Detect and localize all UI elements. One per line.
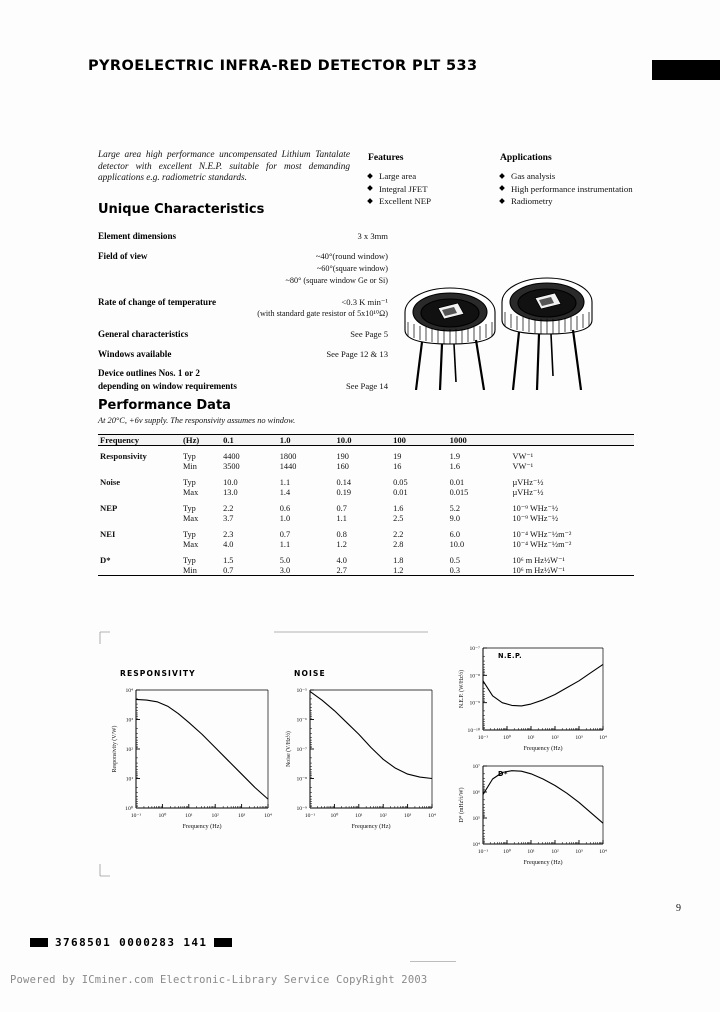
row-unit: 10⁻⁹ WHz⁻½ — [512, 504, 559, 513]
y-tick-label: 10⁻⁶ — [296, 717, 307, 724]
applications-list — [500, 171, 640, 207]
row-unit: VW⁻¹ — [512, 462, 534, 471]
cell-value: 2.2 — [223, 503, 234, 513]
x-tick-label: 10⁴ — [599, 735, 607, 741]
row-parameter: Responsivity — [100, 451, 147, 461]
x-tick-label: 10⁴ — [599, 849, 607, 855]
cell-value: 19 — [393, 451, 402, 461]
cell-value: 1.6 — [449, 461, 460, 471]
x-tick-label: 10¹ — [527, 735, 535, 741]
data-curve — [483, 771, 603, 824]
x-tick-label: 10⁴ — [428, 813, 436, 819]
characteristic-value: See Page 12 & 13 — [326, 348, 388, 359]
row-unit: 10⁶ m Hz½W⁻¹ — [512, 556, 565, 565]
manufacturer-logo — [652, 60, 720, 80]
x-tick-label: 10⁻¹ — [477, 735, 489, 741]
row-parameter: D* — [100, 555, 111, 565]
list-item — [500, 184, 640, 195]
row-typminmax: Typ — [183, 451, 196, 461]
x-tick-label: 10² — [551, 849, 559, 855]
feature-label: Excellent NEP — [379, 196, 432, 206]
y-tick-label: 10⁴ — [472, 842, 480, 848]
cell-value: 2.2 — [393, 529, 404, 539]
application-label: Radiometry — [511, 196, 553, 206]
application-label: Gas analysis — [511, 171, 556, 181]
y-tick-label: 10⁵ — [472, 816, 480, 822]
y-tick-label: 10⁻⁷ — [296, 747, 307, 753]
characteristic-extra: (with standard gate resistor of 5x10¹⁰Ω) — [257, 309, 388, 319]
y-tick-label: 10⁶ — [472, 790, 480, 796]
x-tick-label: 10¹ — [185, 813, 193, 819]
x-tick-label: 10³ — [575, 735, 583, 741]
cell-value: 1.2 — [393, 565, 450, 576]
x-axis-label: Frequency (Hz) — [182, 823, 222, 830]
row-typminmax: Typ — [183, 529, 196, 539]
performance-table — [98, 434, 634, 576]
x-tick-label: 10⁴ — [264, 813, 272, 819]
cell-value: 3500 — [223, 461, 240, 471]
unique-characteristics-section — [98, 202, 388, 395]
barcode-block-icon — [214, 938, 232, 947]
cell-value: 0.3 — [450, 565, 507, 576]
detector-package-illustration — [392, 272, 602, 390]
cell-value: 1.9 — [449, 451, 460, 461]
intro-paragraph: Large area high performance uncompensated Lithium Tantalate detector with excellent N.E.P. suitable for most demanding applications e.g. radiometric standards. — [98, 150, 350, 184]
row-unit: 10⁻⁴ WHz⁻½m⁻² — [512, 530, 572, 539]
diamond-bullet-icon — [367, 173, 373, 179]
chart-2 — [285, 669, 436, 830]
cell-value: 1440 — [279, 461, 297, 471]
cell-value: 9.0 — [449, 513, 460, 523]
unique-characteristics-rows — [98, 230, 388, 392]
cell-value: 3.0 — [280, 565, 337, 576]
cell-value: 2.5 — [393, 513, 404, 523]
data-curve — [483, 664, 603, 706]
data-curve — [310, 691, 432, 778]
characteristic-row — [98, 367, 388, 379]
column-header-f1: 0.1 — [223, 435, 280, 446]
cell-value: 1.1 — [279, 539, 291, 549]
unique-characteristics-heading: Unique Characteristics — [98, 202, 265, 217]
application-label: High performance instrumentation — [511, 183, 633, 194]
characteristic-row — [98, 380, 388, 392]
features-section — [368, 152, 486, 209]
characteristic-label: Field of view — [98, 251, 148, 262]
feature-label: Large area — [379, 171, 417, 181]
list-item — [500, 196, 640, 207]
x-tick-label: 10⁰ — [330, 813, 339, 819]
characteristic-row — [98, 230, 388, 242]
cell-value: 1800 — [279, 451, 297, 461]
chart-4 — [458, 764, 607, 866]
y-tick-label: 10⁻⁹ — [296, 806, 307, 812]
cell-value: 4.0 — [223, 539, 234, 549]
cell-value: 1.6 — [393, 503, 404, 513]
cell-value: 1.5 — [223, 555, 234, 565]
x-tick-label: 10⁰ — [503, 735, 511, 741]
characteristic-value: See Page 14 — [345, 380, 388, 391]
y-axis-label: D* (mHz½/W) — [459, 787, 465, 823]
chart-title: RESPONSIVITY — [120, 669, 196, 678]
characteristic-label: Windows available — [98, 348, 172, 359]
characteristic-label: General characteristics — [98, 329, 189, 340]
column-header-f2: 1.0 — [280, 435, 337, 446]
column-header-units — [506, 435, 634, 446]
applications-section — [500, 152, 640, 209]
barcode — [30, 936, 232, 949]
row-unit: µVHz⁻½ — [512, 488, 544, 497]
y-tick-label: 10⁰ — [125, 806, 133, 812]
row-typminmax: Min — [183, 461, 197, 471]
y-tick-label: 10⁻⁸ — [469, 673, 480, 680]
table-row — [98, 539, 634, 550]
column-header-f4: 100 — [393, 435, 450, 446]
table-row — [98, 446, 634, 462]
table-row — [98, 461, 634, 472]
features-heading: Features — [368, 152, 404, 163]
cell-value: 16 — [393, 461, 402, 471]
applications-heading: Applications — [500, 152, 552, 163]
footer-divider — [410, 961, 456, 962]
performance-charts — [98, 628, 634, 878]
x-tick-label: 10² — [211, 813, 219, 819]
column-header-f3: 10.0 — [336, 435, 393, 446]
cell-value: 4400 — [223, 451, 240, 461]
diamond-bullet-icon — [499, 173, 505, 179]
table-row — [98, 487, 634, 498]
characteristic-label: Element dimensions — [98, 231, 177, 241]
row-typminmax: Typ — [183, 503, 196, 513]
x-axis-label: Frequency (Hz) — [523, 859, 563, 866]
cell-value: 1.4 — [279, 487, 291, 497]
characteristic-label: Rate of change of temperature — [98, 296, 217, 307]
list-item — [368, 184, 486, 195]
y-tick-label: 10⁻⁹ — [469, 700, 480, 707]
data-curve — [136, 699, 268, 799]
x-tick-label: 10³ — [403, 813, 412, 819]
barcode-text: 3768501 0000283 141 — [55, 936, 208, 949]
row-parameter: Noise — [100, 477, 121, 487]
list-item — [500, 171, 640, 182]
table-header-row — [98, 435, 634, 446]
cell-value: 190 — [336, 451, 349, 461]
cell-value: 2.8 — [393, 539, 404, 549]
characteristic-value: See Page 5 — [350, 329, 388, 340]
performance-data-subtitle: At 20°C, +6v supply. The responsivity assumes no window. — [98, 416, 296, 425]
y-tick-label: 10¹ — [125, 776, 133, 783]
cell-value: 1.1 — [336, 513, 347, 523]
cell-value: 10.0 — [449, 539, 465, 549]
characteristic-extra: ~80° (square window Ge or Si) — [285, 276, 388, 286]
cell-value: 1.2 — [336, 539, 347, 549]
performance-data-section — [98, 398, 634, 576]
row-unit: µVHz⁻½ — [512, 478, 544, 487]
detector-photos — [392, 272, 602, 390]
performance-data-heading: Performance Data — [98, 398, 231, 413]
cell-value: 0.14 — [336, 477, 352, 487]
cell-value: 0.05 — [393, 477, 408, 487]
list-item — [368, 171, 486, 182]
cell-value: 10.0 — [223, 477, 238, 487]
characteristic-row — [98, 348, 388, 360]
cell-value: 0.015 — [449, 487, 469, 497]
page-title: PYROELECTRIC INFRA-RED DETECTOR PLT 533 — [88, 58, 478, 74]
table-row — [98, 472, 634, 487]
cell-value: 0.7 — [223, 565, 280, 576]
row-unit: 10⁻⁴ WHz⁻½m⁻² — [512, 540, 572, 549]
cell-value: 0.7 — [336, 503, 347, 513]
row-parameter — [98, 539, 183, 550]
table-row — [98, 565, 634, 576]
x-axis-label: Frequency (Hz) — [523, 745, 563, 752]
x-tick-label: 10² — [551, 735, 559, 741]
chart-1 — [111, 669, 272, 830]
row-typminmax: Max — [183, 487, 199, 497]
table-row — [98, 524, 634, 539]
row-parameter: NEI — [100, 529, 116, 539]
charts-section — [98, 628, 634, 878]
x-tick-label: 10⁰ — [503, 849, 511, 855]
x-tick-label: 10¹ — [527, 849, 535, 855]
cell-value: 0.6 — [279, 503, 291, 513]
characteristic-row — [98, 328, 388, 340]
characteristic-label: depending on window requirements — [98, 380, 237, 391]
characteristic-row — [98, 296, 388, 321]
row-unit: 10⁻⁹ WHz⁻½ — [512, 514, 559, 523]
barcode-block-icon — [30, 938, 48, 947]
column-header-f5: 1000 — [450, 435, 507, 446]
y-tick-label: 10⁻¹⁰ — [467, 728, 480, 734]
x-axis-label: Frequency (Hz) — [351, 823, 391, 830]
x-tick-label: 10⁰ — [158, 813, 167, 819]
x-tick-label: 10¹ — [355, 813, 363, 819]
cell-value: 2.7 — [336, 565, 393, 576]
cell-value: 1.8 — [393, 555, 404, 565]
cell-value: 0.5 — [449, 555, 460, 565]
x-tick-label: 10³ — [575, 849, 583, 855]
y-tick-label: 10⁷ — [472, 764, 480, 770]
cell-value: 0.7 — [279, 529, 291, 539]
row-unit: 10⁶ m Hz½W⁻¹ — [506, 565, 634, 576]
x-tick-label: 10³ — [237, 813, 246, 819]
row-typminmax: Max — [183, 513, 199, 523]
row-unit: VW⁻¹ — [512, 452, 534, 461]
y-tick-label: 10⁻⁵ — [296, 688, 307, 694]
row-parameter: NEP — [100, 503, 118, 513]
y-tick-label: 10⁴ — [125, 688, 133, 694]
page-number: 9 — [676, 903, 681, 914]
row-parameter — [98, 461, 183, 472]
row-typminmax: Typ — [183, 555, 196, 565]
x-tick-label: 10⁻¹ — [304, 813, 316, 819]
table-row — [98, 513, 634, 524]
row-parameter — [98, 513, 183, 524]
cell-value: 0.8 — [336, 529, 347, 539]
chart-title: D* — [498, 770, 508, 778]
characteristic-value: ~40°(round window) — [315, 251, 388, 262]
y-tick-label: 10² — [125, 747, 133, 753]
table-row — [98, 498, 634, 513]
characteristic-label: Device outlines Nos. 1 or 2 — [98, 368, 200, 379]
y-axis-label: N.E.P. (W/Hz½) — [459, 669, 465, 709]
cell-value: 4.0 — [336, 555, 347, 565]
row-typminmax: Min — [183, 565, 223, 576]
table-row — [98, 550, 634, 565]
cell-value: 6.0 — [449, 529, 460, 539]
characteristic-value: <0.3 K min⁻¹ — [341, 296, 388, 307]
cell-value: 1.0 — [279, 513, 291, 523]
characteristic-value: 3 x 3mm — [357, 231, 388, 241]
y-axis-label: Noise (V/Hz½) — [286, 731, 292, 767]
cell-value: 160 — [336, 461, 349, 471]
row-parameter — [98, 487, 183, 498]
chart-title: NOISE — [294, 669, 326, 678]
row-parameter — [98, 565, 183, 576]
column-header-frequency: Frequency — [98, 435, 183, 446]
chart-3 — [458, 646, 607, 752]
cell-value: 13.0 — [223, 487, 238, 497]
y-tick-label: 10⁻⁷ — [469, 646, 480, 652]
diamond-bullet-icon — [499, 198, 505, 204]
chart-title: N.E.P. — [498, 652, 523, 660]
characteristic-row — [98, 250, 388, 287]
row-typminmax: Typ — [183, 477, 196, 487]
column-header-unit: (Hz) — [183, 435, 223, 446]
cell-value: 0.19 — [336, 487, 352, 497]
y-axis-label: Responsivity (V/W) — [112, 725, 118, 773]
cell-value: 1.1 — [279, 477, 291, 487]
cell-value: 5.2 — [449, 503, 460, 513]
footer-note: Powered by ICminer.com Electronic-Library Service CopyRight 2003 — [10, 974, 428, 986]
y-tick-label: 10⁻⁸ — [296, 776, 307, 783]
cell-value: 2.3 — [223, 529, 234, 539]
cell-value: 0.01 — [393, 487, 408, 497]
feature-label: Integral JFET — [379, 183, 428, 194]
diamond-bullet-icon — [499, 185, 505, 191]
x-tick-label: 10⁻¹ — [477, 849, 489, 855]
cell-value: 0.01 — [449, 477, 465, 487]
y-tick-label: 10³ — [125, 717, 133, 724]
diamond-bullet-icon — [367, 185, 373, 191]
characteristic-extra: ~60°(square window) — [316, 263, 388, 273]
cell-value: 3.7 — [223, 513, 234, 523]
x-tick-label: 10⁻¹ — [130, 813, 142, 819]
x-tick-label: 10² — [379, 813, 387, 819]
cell-value: 5.0 — [279, 555, 291, 565]
row-typminmax: Max — [183, 539, 199, 549]
